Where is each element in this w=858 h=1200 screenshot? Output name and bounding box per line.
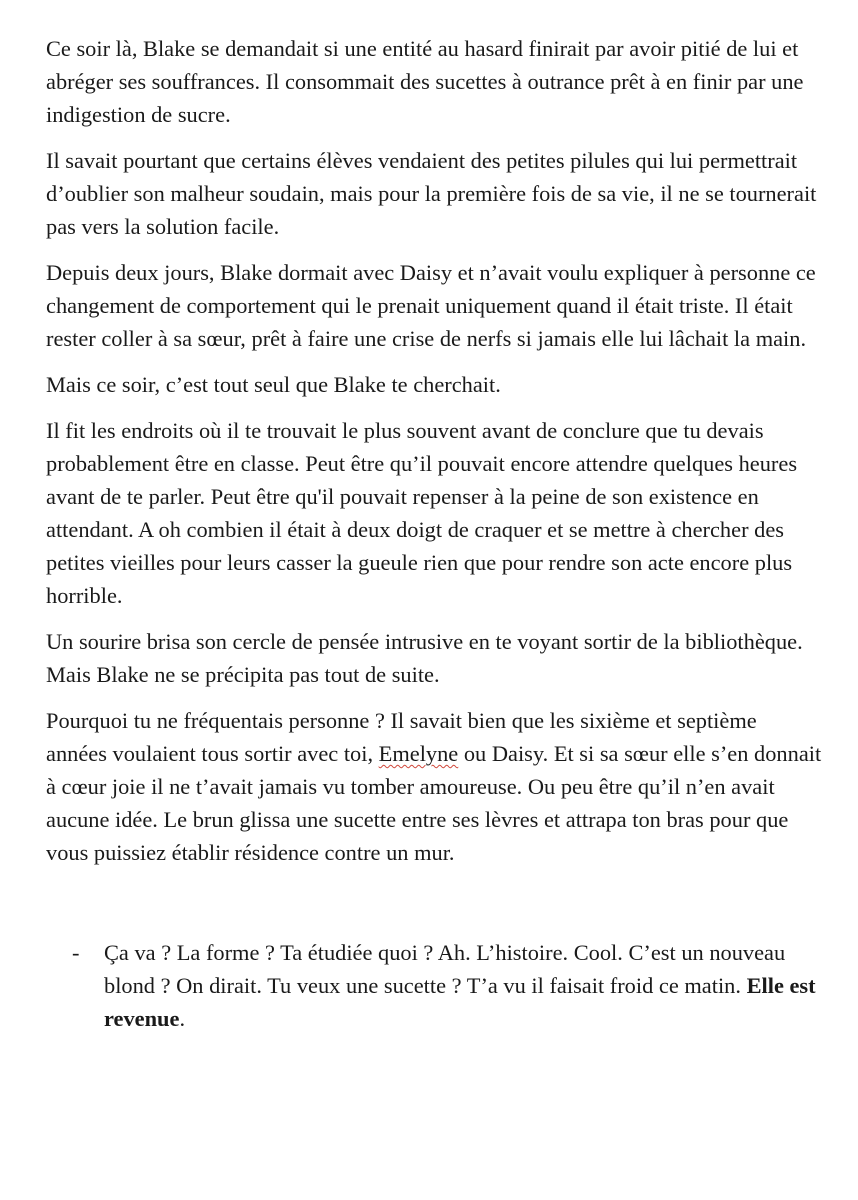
empty-line: [46, 882, 822, 936]
paragraph-7: [46, 704, 822, 869]
paragraph-7-text-end: ou Daisy. Et si sa sœur elle s’en donnait à cœur joie il ne t’avait jamais vu tomber amoureuse. Ou peu être qu’il n’en avait aucune idée. Le brun glissa une sucette entre ses lèvres et attrapa ton bras pour que vous puissiez établir résidence contre un mur.: [46, 741, 822, 865]
paragraph-1: Ce soir là, Blake se demandait si une entité au hasard finirait par avoir pitié de lui et abréger ses souffrances. Il consommait des sucettes à outrance prêt à en finir par une indigestion de sucre.: [46, 36, 804, 127]
paragraph-2: Il savait pourtant que certains élèves vendaient des petites pilules qui lui permettrait d’oublier son malheur soudain, mais pour la première fois de sa vie, il ne se tournerait pas vers la solution facile.: [46, 148, 817, 239]
dialogue-list-item: [46, 936, 822, 1035]
spellcheck-flagged-word[interactable]: Emelyne: [378, 741, 459, 766]
list-dash-bullet: -: [72, 940, 80, 965]
paragraph-3: Depuis deux jours, Blake dormait avec Daisy et n’avait voulu expliquer à personne ce changement de comportement qui le prenait uniquement quand il était triste. Il était rester coller à sa sœur, prêt à faire une crise de nerfs si jamais elle lui lâchait la main.: [46, 260, 816, 351]
dialogue-text: Ça va ? La forme ? Ta étudiée quoi ? Ah. L’histoire. Cool. C’est un nouveau blond ? On dirait. Tu veux une sucette ? T’a vu il faisait froid ce matin.: [104, 940, 786, 998]
paragraph-4: Mais ce soir, c’est tout seul que Blake te cherchait.: [46, 372, 501, 397]
paragraph-7-text-start: Pourquoi tu ne fréquentais personne ? Il savait bien que les sixième et septième années voulaient tous sortir avec toi,: [46, 708, 757, 766]
paragraph-5: Il fit les endroits où il te trouvait le plus souvent avant de conclure que tu devais probablement être en classe. Peut être qu’il pouvait encore attendre quelques heures avant de te parler. Peut être qu'il pouvait repenser à la peine de son existence en attendant. A oh combien il était à deux doigt de craquer et se mettre à chercher des petites vieilles pour leurs casser la gueule rien que pour rendre son acte encore plus horrible.: [46, 418, 798, 608]
dialogue-bold-text: Elle est revenue: [104, 973, 816, 1031]
dialogue-end-punctuation: .: [179, 1006, 186, 1031]
paragraph-6: Un sourire brisa son cercle de pensée intrusive en te voyant sortir de la bibliothèque. Mais Blake ne se précipita pas tout de suite.: [46, 629, 803, 687]
